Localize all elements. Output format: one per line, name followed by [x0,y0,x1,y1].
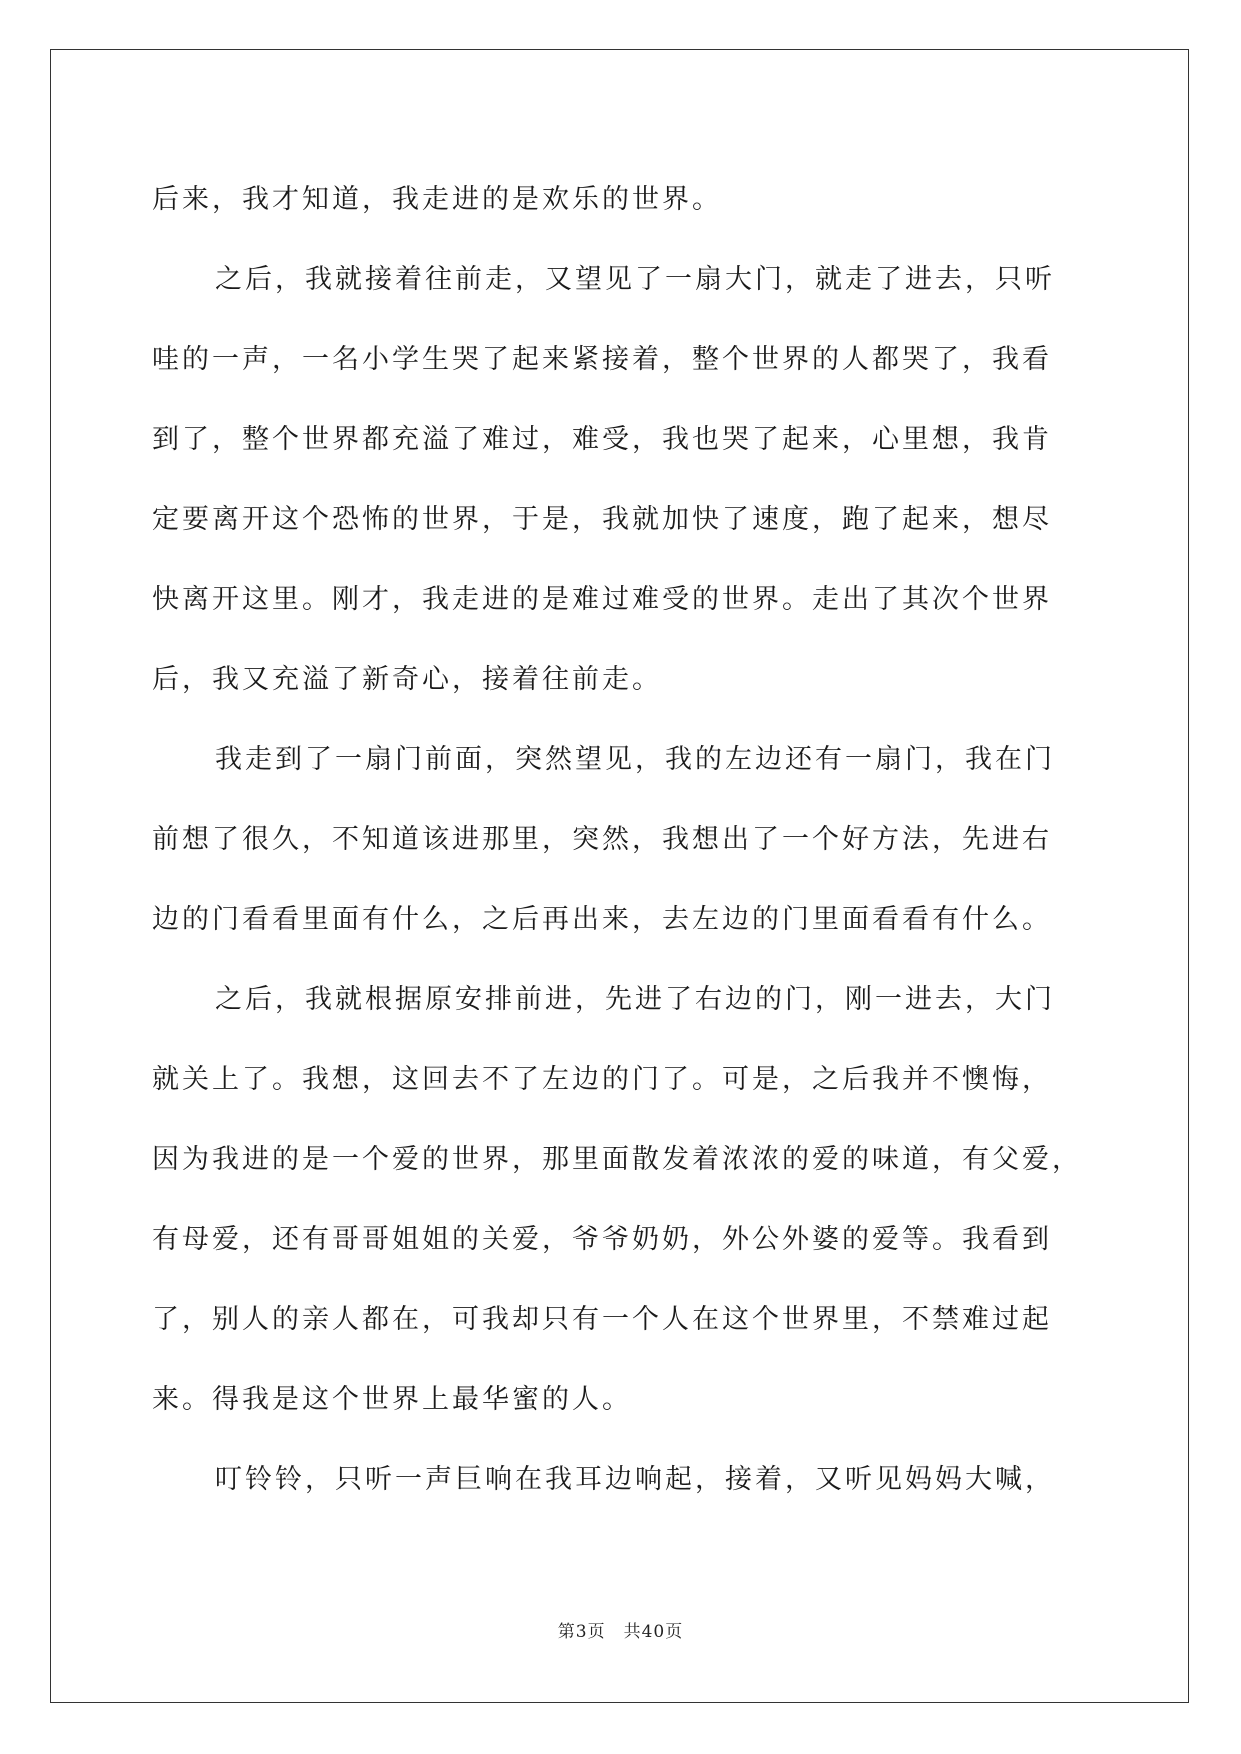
page-footer [0,1617,1241,1642]
text-line: 边的门看看里面有什么，之后再出来，去左边的门里面看看有什么。 [152,904,1052,935]
total-page-count: 共40页 [623,1622,684,1642]
text-line: 来。得我是这个世界上最华蜜的人。 [152,1384,632,1415]
text-line: 因为我进的是一个爱的世界，那里面散发着浓浓的爱的味道，有父爱， [152,1144,1082,1175]
text-line: 前想了很久，不知道该进那里，突然，我想出了一个好方法，先进右 [152,824,1052,855]
document-body [152,160,1092,1520]
text-line: 快离开这里。刚才，我走进的是难过难受的世界。走出了其次个世界 [152,584,1052,615]
text-line: 后，我又充溢了新奇心，接着往前走。 [152,664,662,695]
text-line: 我走到了一扇门前面，突然望见，我的左边还有一扇门，我在门 [215,744,1055,775]
text-line: 后来，我才知道，我走进的是欢乐的世界。 [152,184,722,215]
text-line: 之后，我就接着往前走，又望见了一扇大门，就走了进去，只听 [215,264,1055,295]
text-line: 就关上了。我想，这回去不了左边的门了。可是，之后我并不懊悔， [152,1064,1052,1095]
current-page-number: 第3页 [557,1622,606,1642]
text-line: 叮铃铃，只听一声巨响在我耳边响起，接着，又听见妈妈大喊， [215,1464,1055,1495]
text-line: 有母爱，还有哥哥姐姐的关爱，爷爷奶奶，外公外婆的爱等。我看到 [152,1224,1052,1255]
text-line: 定要离开这个恐怖的世界，于是，我就加快了速度，跑了起来，想尽 [152,504,1052,535]
text-line: 哇的一声，一名小学生哭了起来紧接着，整个世界的人都哭了，我看 [152,344,1052,375]
text-line: 了，别人的亲人都在，可我却只有一个人在这个世界里，不禁难过起 [152,1304,1052,1335]
text-line: 到了，整个世界都充溢了难过，难受，我也哭了起来，心里想，我肯 [152,424,1052,455]
text-line: 之后，我就根据原安排前进，先进了右边的门，刚一进去，大门 [215,984,1055,1015]
